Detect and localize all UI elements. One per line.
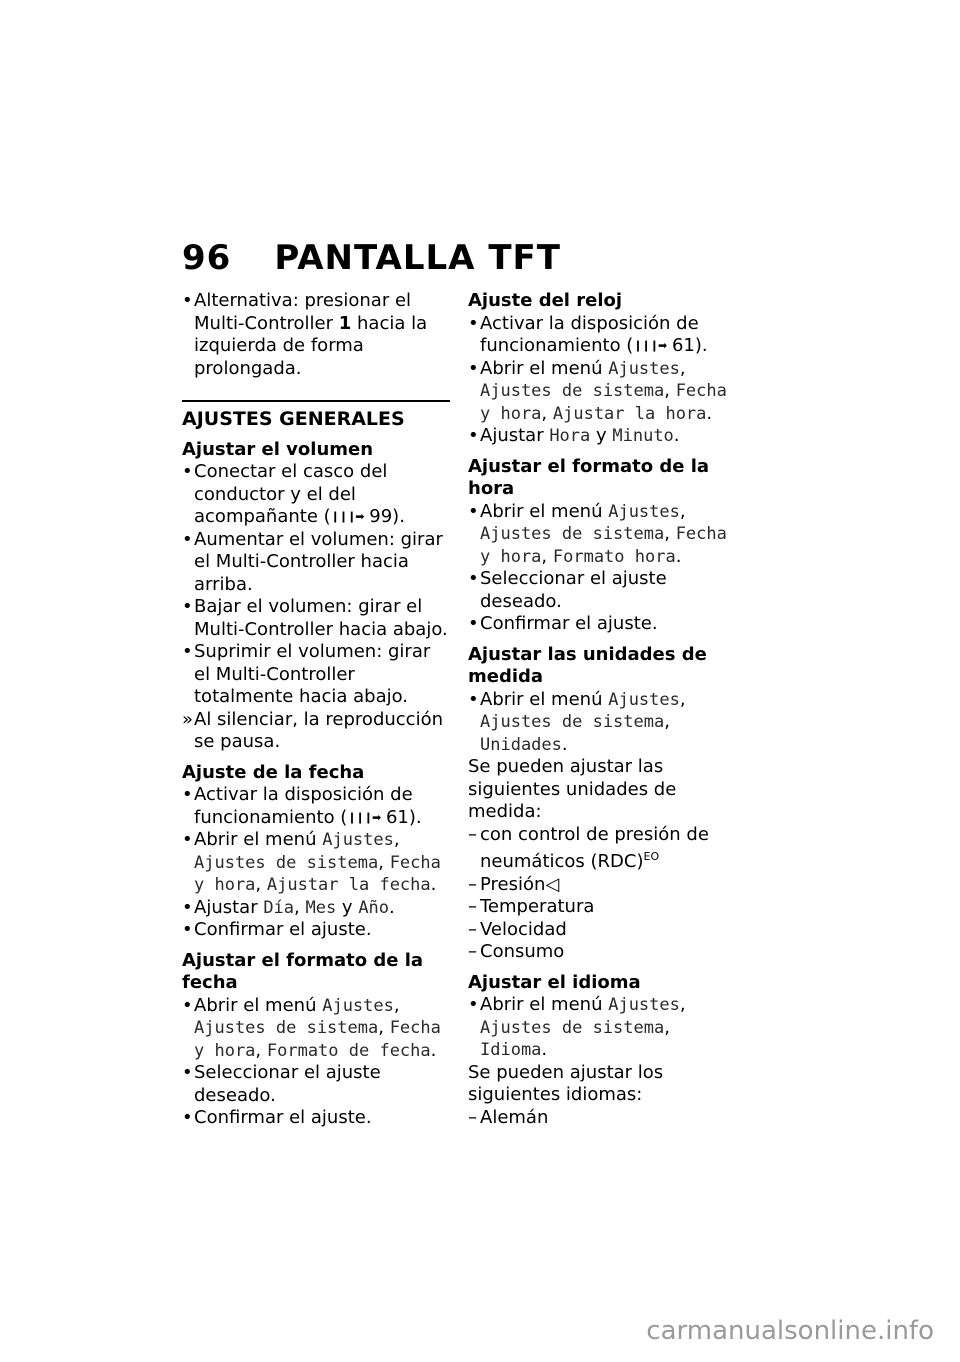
watermark: carmanualsonline.info	[646, 1316, 934, 1346]
page-header	[182, 238, 561, 278]
right-column	[468, 290, 734, 1129]
subsection-title: Ajustar el formato de la hora	[468, 455, 710, 499]
list-item: • Ajustar Hora y Minuto.	[468, 425, 734, 448]
list-item: • Abrir el menú Ajustes, Ajustes de sistema, Fecha y hora, Formato hora.	[468, 501, 734, 569]
subsection-title: Ajustar el formato de la fecha	[182, 949, 424, 993]
list-item: • Confirmar el ajuste.	[468, 613, 734, 636]
subsection-title: Ajuste de la fecha	[182, 761, 365, 783]
list-item: • Conectar el casco del conductor y el del acompañante (❙❙❙➡ 99).	[182, 461, 450, 529]
list-item: • Abrir el menú Ajustes, Ajustes de sistema, Fecha y hora, Ajustar la hora.	[468, 358, 734, 426]
subsection-title: Ajuste del reloj	[468, 290, 623, 311]
list-item: – Consumo	[468, 941, 734, 964]
list-item: • Confirmar el ajuste.	[182, 1107, 450, 1130]
list-item: • Ajustar Día, Mes y Año.	[182, 897, 450, 920]
page-title: PANTALLA TFT	[274, 238, 561, 278]
list-item: • Abrir el menú Ajustes, Ajustes de sistema, Fecha y hora, Ajustar la fecha.	[182, 829, 450, 897]
section-title: AJUSTES GENERALES	[182, 400, 450, 431]
list-item: • Seleccionar el ajuste deseado.	[182, 1062, 450, 1107]
list-item: • Bajar el volumen: girar el Multi-Controller hacia abajo.	[182, 596, 450, 641]
list-item: • Confirmar el ajuste.	[182, 919, 450, 942]
subsection-title: Ajustar las unidades de medida	[468, 643, 707, 687]
list-item: • Suprimir el volumen: girar el Multi-Controller totalmente hacia abajo.	[182, 641, 450, 709]
subsection-title: Ajustar el idioma	[468, 971, 641, 993]
subsection-title: Ajustar el volumen	[182, 438, 374, 460]
list-item: • Aumentar el volumen: girar el Multi-Controller hacia arriba.	[182, 529, 450, 597]
reference-arrow-icon: ❙❙❙➡	[633, 339, 667, 352]
list-item: • Activar la disposición de funcionamiento (❙❙❙➡ 61).	[182, 784, 450, 829]
list-item: • Abrir el menú Ajustes, Ajustes de sistema, Fecha y hora, Formato de fecha.	[182, 995, 450, 1063]
list-item: – Velocidad	[468, 919, 734, 942]
list-item: • Abrir el menú Ajustes, Ajustes de sistema, Idioma.	[468, 994, 734, 1062]
list-item: • Abrir el menú Ajustes, Ajustes de sistema, Unidades.	[468, 689, 734, 757]
list-item: – Alemán	[468, 1107, 734, 1130]
page-number: 96	[182, 238, 232, 278]
list-item: – Temperatura	[468, 896, 734, 919]
list-item: • Seleccionar el ajuste deseado.	[468, 568, 734, 613]
left-column	[182, 290, 450, 1130]
list-item: – con control de presión de neumáticos (RDC)$^{EO}$	[468, 824, 734, 874]
list-item: • Alternativa: presionar el Multi-Controller 1 hacia la izquierda de forma prolongada.	[182, 290, 450, 380]
paragraph: Se pueden ajustar los siguientes idiomas:	[468, 1061, 664, 1105]
triangle-marker-icon: ◁	[545, 873, 560, 895]
reference-arrow-icon: ❙❙❙➡	[330, 510, 364, 523]
list-item: – Presión◁	[468, 874, 734, 897]
reference-arrow-icon: ❙❙❙➡	[347, 810, 381, 824]
list-item: • Activar la disposición de funcionamiento (❙❙❙➡ 61).	[468, 313, 734, 358]
paragraph: Se pueden ajustar las siguientes unidades de medida:	[468, 756, 677, 822]
result-item: » Al silenciar, la reproducción se pausa.	[182, 709, 450, 754]
